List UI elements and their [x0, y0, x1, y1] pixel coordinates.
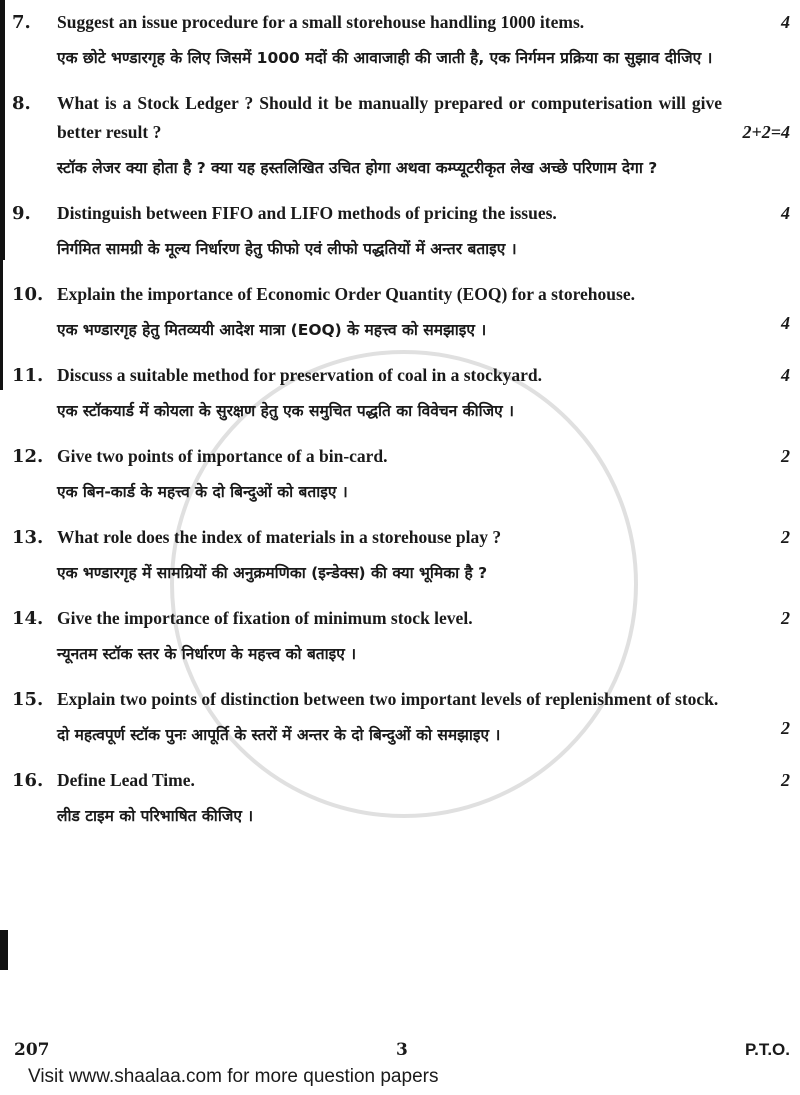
question-text-en: Distinguish between FIFO and LIFO methods of pricing the issues.	[57, 203, 557, 223]
marks: 2	[781, 446, 790, 466]
question-number: 10.	[12, 284, 44, 305]
question-number: 13.	[12, 527, 44, 548]
marks: 4	[781, 203, 790, 223]
website-link[interactable]: Visit www.shaalaa.com for more question papers	[28, 1066, 439, 1087]
question-text-en: Give two points of importance of a bin-card.	[57, 446, 388, 466]
marks: 2	[781, 527, 790, 547]
question-text-hi: दो महत्वपूर्ण स्टॉक पुनः आपूर्ति के स्तरों में अन्तर के दो बिन्दुओं को समझाइए ।	[57, 726, 501, 744]
question-number: 8.	[12, 93, 31, 114]
question-number: 12.	[12, 446, 44, 467]
question-9	[0, 199, 800, 264]
question-text-en: Suggest an issue procedure for a small storehouse handling 1000 items.	[57, 12, 585, 32]
question-16	[0, 766, 800, 831]
question-12	[0, 442, 800, 507]
question-8	[0, 89, 800, 183]
question-text-hi: एक छोटे भण्डारगृह के लिए जिसमें 1000 मदों की आवाजाही की जाती है, एक निर्गमन प्रक्रिया का सुझाव दीजिए ।	[57, 49, 713, 67]
question-text-en: Discuss a suitable method for preservation of coal in a stockyard.	[57, 365, 542, 385]
question-text-hi: निर्गमित सामग्री के मूल्य निर्धारण हेतु फीफो एवं लीफो पद्धतियों में अन्तर बताइए ।	[57, 240, 517, 258]
marks: 4	[781, 12, 790, 32]
marks: 2	[781, 718, 790, 738]
marks: 2	[781, 608, 790, 628]
question-text-hi: लीड टाइम को परिभाषित कीजिए ।	[57, 807, 254, 825]
question-list	[0, 8, 800, 847]
marks: 2	[781, 770, 790, 790]
question-number: 9.	[12, 203, 31, 224]
scan-edge	[0, 930, 8, 970]
question-text-hi: स्टॉक लेजर क्या होता है ? क्या यह हस्तलिखित उचित होगा अथवा कम्प्यूटरीकृत लेख अच्छे परिणाम देगा ?	[57, 159, 658, 177]
question-10	[0, 280, 800, 345]
marks: 2+2=4	[742, 122, 790, 142]
paper-code: 207	[14, 1040, 50, 1060]
page-number: 3	[396, 1040, 408, 1060]
question-15	[0, 685, 800, 750]
question-14	[0, 604, 800, 669]
pto-label: P.T.O.	[744, 1040, 790, 1059]
question-text-en: Explain two points of distinction between two important levels of replenishment of stock.	[57, 689, 719, 709]
marks: 4	[781, 313, 790, 333]
question-text-en: Define Lead Time.	[57, 770, 195, 790]
question-text-en: Give the importance of fixation of minimum stock level.	[57, 608, 473, 628]
question-text-hi: न्यूनतम स्टॉक स्तर के निर्धारण के महत्त्व को बताइए ।	[57, 645, 357, 663]
question-text-en: Explain the importance of Economic Order Quantity (EOQ) for a storehouse.	[57, 284, 635, 304]
question-text-hi: एक भण्डारगृह में सामग्रियों की अनुक्रमणिका (इन्डेक्स) की क्या भूमिका है ?	[57, 564, 488, 582]
question-13	[0, 523, 800, 588]
question-number: 15.	[12, 689, 44, 710]
question-number: 14.	[12, 608, 44, 629]
question-text-hi: एक बिन-कार्ड के महत्त्व के दो बिन्दुओं को बताइए ।	[57, 483, 348, 501]
question-7	[0, 8, 800, 73]
marks: 4	[781, 365, 790, 385]
question-11	[0, 361, 800, 426]
question-text-en: What role does the index of materials in a storehouse play ?	[57, 527, 502, 547]
question-number: 16.	[12, 770, 44, 791]
question-text-hi: एक भण्डारगृह हेतु मितव्ययी आदेश मात्रा (EOQ) के महत्त्व को समझाइए ।	[57, 321, 487, 339]
question-text-en: What is a Stock Ledger ? Should it be manually prepared or computerisation will give better result ?	[57, 93, 722, 142]
question-number: 11.	[12, 365, 44, 386]
question-number: 7.	[12, 12, 31, 33]
page-footer	[0, 1040, 800, 1095]
question-text-hi: एक स्टॉकयार्ड में कोयला के सुरक्षण हेतु एक समुचित पद्धति का विवेचन कीजिए ।	[57, 402, 514, 420]
